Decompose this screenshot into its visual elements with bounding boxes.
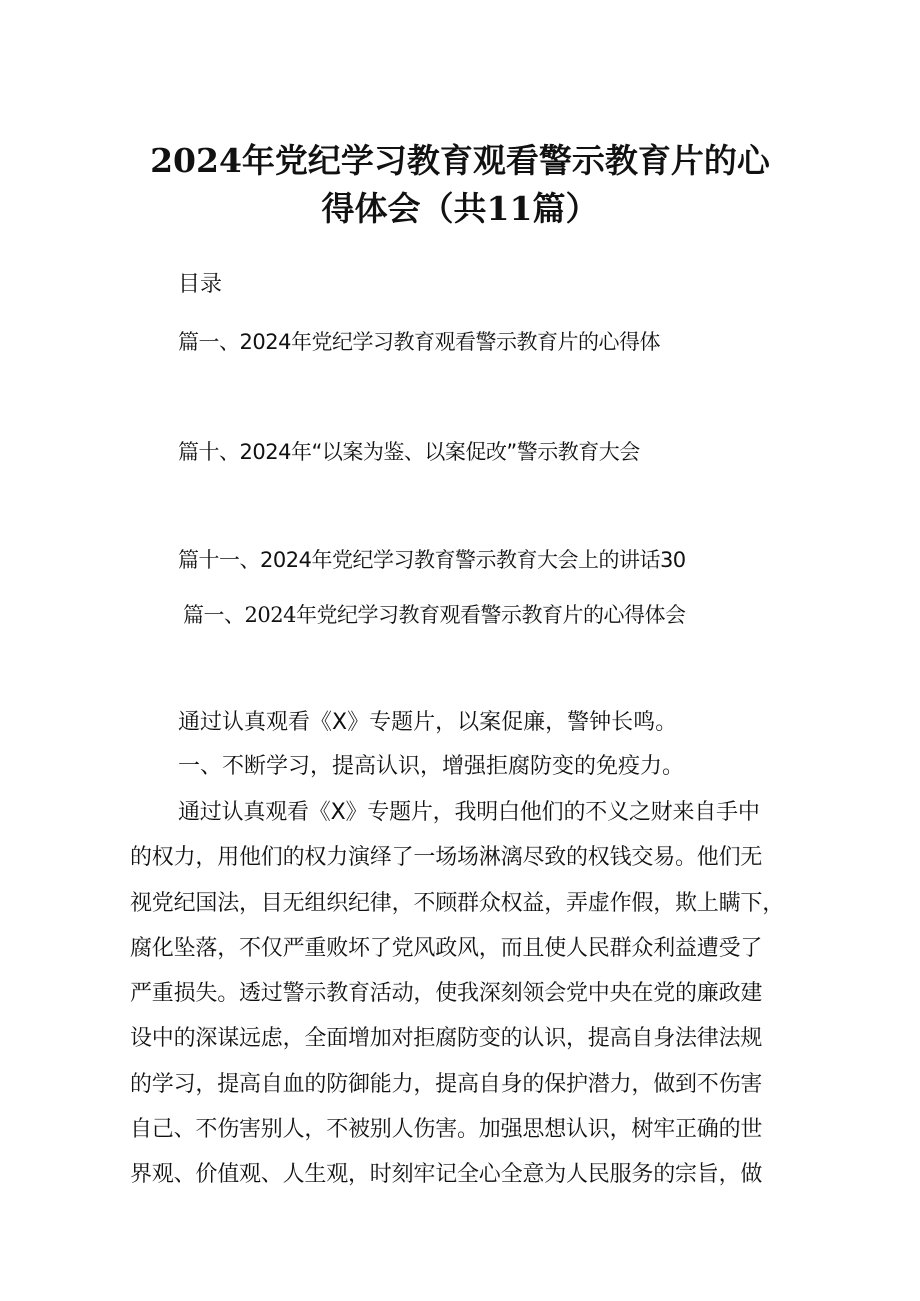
toc-heading: 目录 [178, 272, 223, 297]
body-line: 严重损失。透过警示教育活动，使我深刻领会党中央在党的廉政建 [130, 981, 763, 1007]
toc-item[interactable]: 篇十一、2024年党纪学习教育警示教育大会上的讲话30 [178, 548, 686, 572]
toc-item[interactable]: 篇一、2024年党纪学习教育观看警示教育片的心得体 [178, 330, 660, 354]
section-heading: 篇一、2024年党纪学习教育观看警示教育片的心得体会 [183, 603, 686, 627]
body-line: 的权力，用他们的权力演绎了一场场淋漓尽致的权钱交易。他们无 [130, 845, 763, 871]
body-line: 界观、价值观、人生观，时刻牢记全心全意为人民服务的宗旨，做 [130, 1162, 763, 1188]
body-line: 视党纪国法，目无组织纪律，不顾群众权益，弄虚作假，欺上瞒下， [130, 890, 785, 916]
intro-paragraph: 通过认真观看《X》专题片，以案促廉，警钟长鸣。 [178, 710, 678, 735]
body-line: 腐化坠落，不仅严重败坏了党风政风，而且使人民群众利益遭受了 [130, 935, 763, 961]
body-line: 自己、不伤害别人，不被别人伤害。加强思想认识，树牢正确的世 [130, 1117, 763, 1143]
toc-item[interactable]: 篇十、2024年“以案为鉴、以案促改”警示教育大会 [178, 440, 640, 464]
body-line: 设中的深谋远虑，全面增加对拒腐防变的认识，提高自身法律法规 [130, 1026, 763, 1052]
body-paragraph [130, 790, 800, 1198]
point-one-heading: 一、不断学习，提高认识，增强拒腐防变的免疫力。 [178, 754, 685, 779]
document-title-line-1: 2024年党纪学习教育观看警示教育片的心 [150, 141, 770, 180]
body-line: 通过认真观看《X》专题片，我明白他们的不义之财来自手中 [178, 800, 760, 825]
body-line: 的学习，提高自血的防御能力，提高自身的保护潜力，做到不伤害 [130, 1071, 763, 1097]
document-title-line-2: 得体会（共11篇） [321, 189, 599, 228]
